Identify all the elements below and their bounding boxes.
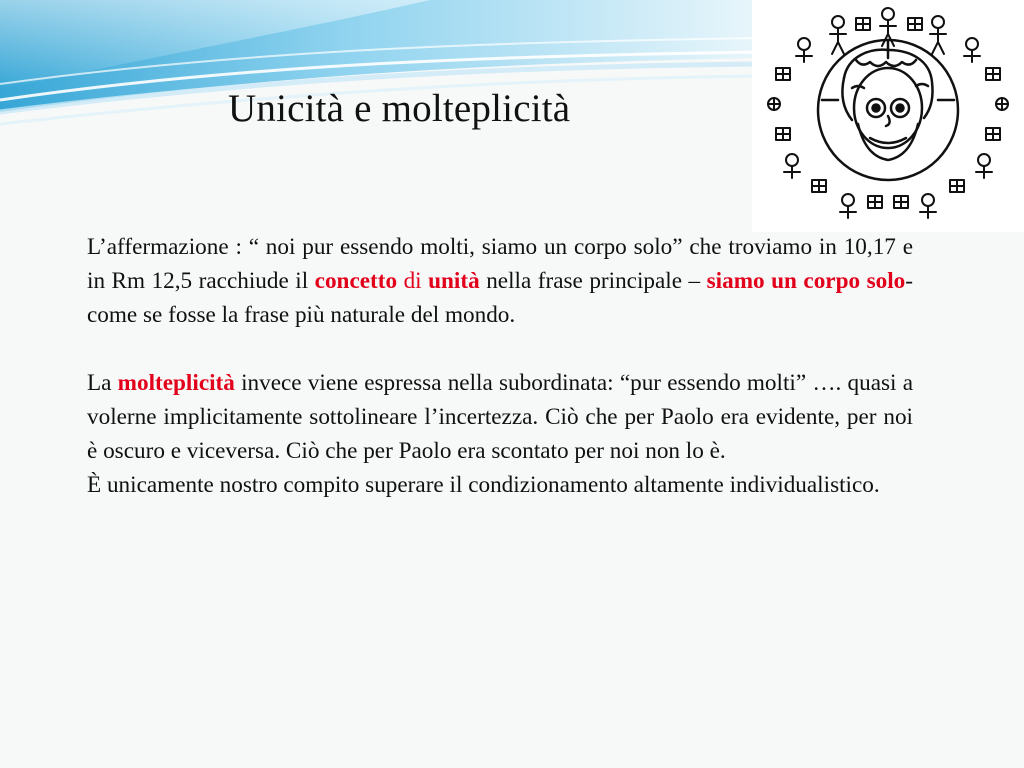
text-segment: L’affermazione : “ noi pur essendo molti, siamo un corpo solo” che troviamo in 10,17 e in Rm 12,5 racchiude il [87, 234, 913, 294]
paragraph-spacer [87, 332, 913, 366]
highlight-concetto: concetto [314, 268, 398, 294]
highlight-unita: unità [428, 268, 480, 294]
slide-title: Unicità e molteplicità [228, 87, 571, 130]
highlight-corpo-solo: siamo un corpo solo [706, 268, 906, 294]
text-segment: È unicamente nostro compito superare il condizionamento altamente individualistico. [87, 472, 880, 498]
logo [752, 0, 1024, 232]
jesus-among-people-icon [752, 0, 1024, 232]
text-segment: nella frase principale – [479, 268, 707, 294]
paragraph-unity [87, 230, 913, 332]
text-segment: - come se fosse la frase più naturale del mondo. [87, 268, 913, 328]
paragraph-task [87, 468, 913, 502]
highlight-molteplicita: molteplicità [117, 370, 235, 396]
text-segment: La [87, 370, 118, 396]
text-segment: invece viene espressa nella subordinata: “pur essendo molti” …. quasi a volerne implicitamente sottolineare l’incertezza. Ciò che per Paolo era evidente, per noi è oscuro e viceversa. Ciò che per Paolo era scontato per noi non lo è. [87, 370, 913, 464]
text-segment: di [397, 268, 429, 294]
paragraph-multiplicity [87, 366, 913, 468]
slide-body [87, 230, 913, 502]
